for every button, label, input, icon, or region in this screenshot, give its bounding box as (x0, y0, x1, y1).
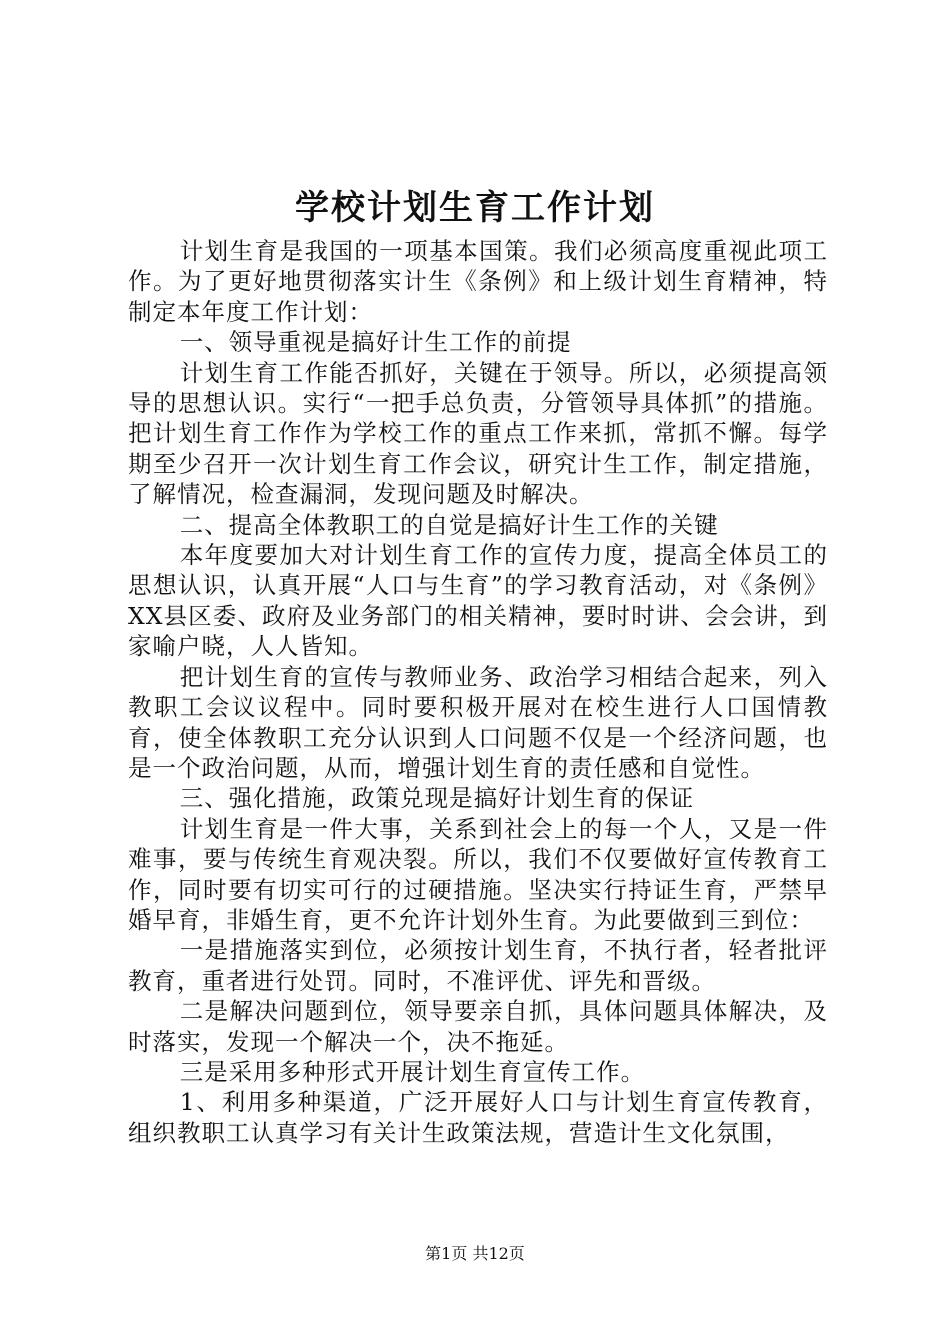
list-item: 一是措施落实到位，必须按计划生育，不执行者，轻者批评教育，重者进行处罚。同时，不准评优、评先和晋级。 (128, 936, 828, 995)
page-footer: 第1页 共12页 (425, 1244, 525, 1263)
document-body (128, 236, 828, 1148)
paragraph: 把计划生育的宣传与教师业务、政治学习相结合起来，列入教职工会议议程中。同时要积极开展对在校生进行人口国情教育，使全体教职工充分认识到人口问题不仅是一个经济问题，也是一个政治问题，从而，增强计划生育的责任感和自觉性。 (128, 662, 828, 782)
document-title: 学校计划生育工作计划 (295, 188, 655, 228)
section-heading-1: 一、领导重视是搞好计生工作的前提 (179, 328, 572, 357)
list-item: 三是采用多种形式开展计划生育宣传工作。 (179, 1057, 646, 1086)
paragraph-intro: 计划生育是我国的一项基本国策。我们必须高度重视此项工作。为了更好地贯彻落实计生《条例》和上级计划生育精神，特制定本年度工作计划： (128, 237, 828, 326)
numbered-item: 1、利用多种渠道，广泛开展好人口与计划生育宣传教育，组织教职工认真学习有关计生政策法规，营造计生文化氛围， (128, 1088, 828, 1147)
section-heading-2: 二、提高全体教职工的自觉是搞好计生工作的关键 (179, 510, 719, 539)
paragraph: 计划生育是一件大事，关系到社会上的每一个人，又是一件难事，要与传统生育观决裂。所以，我们不仅要做好宣传教育工作，同时要有切实可行的过硬措施。坚决实行持证生育，严禁早婚早育，非婚生育，更不允许计划外生育。为此要做到三到位： (128, 814, 828, 934)
paragraph: 计划生育工作能否抓好，关键在于领导。所以，必须提高领导的思想认识。实行“一把手总负责，分管领导具体抓”的措施。把计划生育工作作为学校工作的重点工作来抓，常抓不懈。每学期至少召开一次计划生育工作会议，研究计生工作，制定措施，了解情况，检查漏洞，发现问题及时解决。 (128, 358, 828, 509)
section-heading-3: 三、强化措施，政策兑现是搞好计划生育的保证 (179, 784, 695, 813)
list-item: 二是解决问题到位，领导要亲自抓，具体问题具体解决，及时落实，发现一个解决一个，决不拖延。 (128, 997, 828, 1056)
paragraph: 本年度要加大对计划生育工作的宣传力度，提高全体员工的思想认识，认真开展“人口与生育”的学习教育活动，对《条例》XX县区委、政府及业务部门的相关精神，要时时讲、会会讲，到家喻户晓，人人皆知。 (128, 541, 828, 661)
